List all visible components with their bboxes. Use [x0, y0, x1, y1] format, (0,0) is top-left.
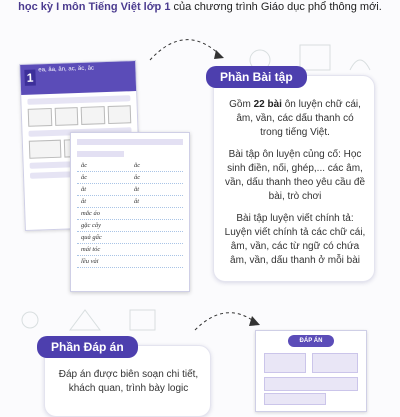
- grid-row: [77, 244, 183, 256]
- grid-cell: mái tóc: [81, 246, 101, 253]
- writing-grid: [71, 160, 189, 268]
- grid-cell: ăt: [81, 186, 87, 193]
- grid-row: [77, 196, 183, 208]
- grid-row: [77, 184, 183, 196]
- grid-cell: [130, 208, 183, 219]
- bai-tap-paragraph-1: [224, 98, 366, 140]
- dap-an-body: Đáp án được biên soạn chi tiết, khách quan, trình bày logic: [58, 369, 199, 394]
- grid-row: [77, 160, 183, 172]
- answer-block: [264, 377, 358, 391]
- grid-cell: gặc cây: [81, 222, 102, 229]
- grid-cell: [130, 256, 183, 267]
- p1-a: Gồm: [229, 99, 254, 110]
- grid-row: [77, 172, 183, 184]
- grid-cell: mắc áo: [81, 210, 100, 217]
- intro-rest: của chương trình Giáo dục phổ thông mới.: [170, 1, 382, 13]
- grid-cell: ât: [81, 198, 87, 205]
- answer-block: [264, 353, 306, 373]
- worksheet-pictures: [28, 105, 132, 127]
- grid-cell: âc: [134, 174, 141, 181]
- bai-tap-panel: [213, 70, 375, 282]
- grid-row: [77, 256, 183, 268]
- grid-cell: ăt: [134, 186, 140, 193]
- grid-cell: ât: [134, 198, 140, 205]
- answer-block: [264, 393, 326, 405]
- worksheet-number: 1: [24, 70, 36, 86]
- grid-row: [77, 208, 183, 220]
- grid-cell: ăc: [81, 162, 88, 169]
- worksheet-line: [77, 151, 124, 157]
- p1-c: ôn luyện chữ cái, âm, vần, các dấu thanh có trong tiếng Việt.: [236, 99, 361, 138]
- bai-tap-paragraph-3: Bài tập luyện viết chính tả: Luyện viết chính tả các chữ cái, âm, vần, các từ ngữ có chứa âm, vần, dấu thanh ở mỗi bài: [224, 213, 366, 266]
- intro-bold: học kỳ I môn Tiếng Việt lớp 1: [18, 1, 171, 13]
- grid-row: [77, 232, 183, 244]
- p1-b: 22 bài: [253, 99, 282, 110]
- grid-cell: [130, 232, 183, 243]
- grid-cell: [130, 220, 183, 231]
- dap-an-title: Phần Đáp án: [37, 336, 138, 358]
- bai-tap-paragraph-2: Bài tập ôn luyện củng cố: Học sinh điền, nối, ghép,... các âm, vần, dấu thanh theo yêu cầu đề bài, trò chơi: [224, 149, 366, 202]
- grid-cell: quả gấc: [81, 234, 102, 241]
- worksheet-header: [20, 61, 136, 95]
- grid-cell: ăc: [134, 162, 141, 169]
- grid-cell: âc: [81, 174, 88, 181]
- answer-sheet-title: ĐÁP ÁN: [288, 335, 334, 347]
- grid-cell: [130, 244, 183, 255]
- worksheet-line: [77, 139, 183, 145]
- worksheet-thumbnail-front: [70, 132, 190, 292]
- answer-block: [312, 353, 358, 373]
- grid-cell: lều vải: [81, 258, 99, 265]
- worksheet-letters: ea, ăa, ân, ac, ăc, âc: [38, 65, 95, 74]
- dap-an-panel: [44, 340, 211, 417]
- worksheet-line: [27, 95, 130, 105]
- bai-tap-body: [224, 98, 366, 276]
- bai-tap-title: Phần Bài tập: [206, 66, 307, 88]
- grid-row: [77, 220, 183, 232]
